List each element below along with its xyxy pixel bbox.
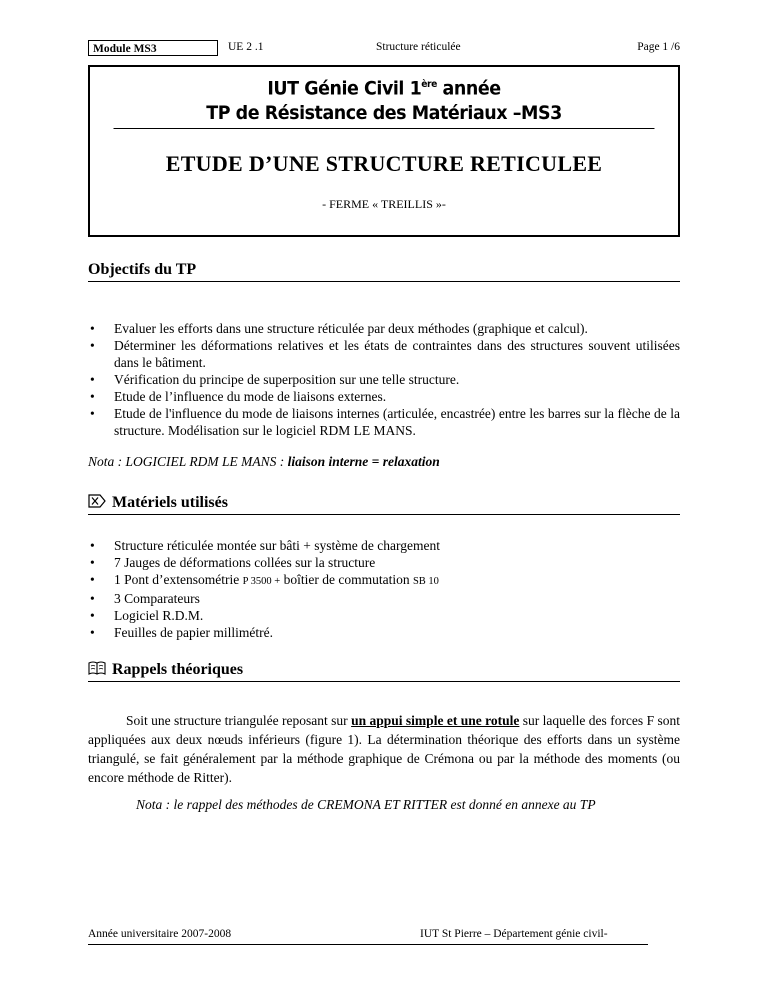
section-title: Objectifs du TP xyxy=(88,261,197,278)
para-underlined: un appui simple et une rotule xyxy=(351,713,520,728)
ordinal-superscript: ère xyxy=(421,79,437,90)
subject-label: Structure réticulée xyxy=(376,41,461,53)
ue-label: UE 2 .1 xyxy=(228,41,264,53)
module-label: Module MS3 xyxy=(88,40,218,56)
para-text: sur laquelle des forces F sont appliquées aux deux nœuds inférieurs (figure 1). La détermination théorique des efforts dans un système triangulé, se fait généralement par la méthode graphique de Crémona ou par la méthode des moments (ou encore méthode de Ritter). xyxy=(88,713,680,785)
course-line: TP de Résistance des Matériaux –MS3 xyxy=(206,102,562,125)
list-item: • Evaluer les efforts dans une structure réticulée par deux méthodes (graphique et calcul). xyxy=(88,320,680,337)
para-text: Soit une structure triangulée reposant sur xyxy=(126,713,352,728)
document-title: ETUDE D’UNE STRUCTURE RETICULEE xyxy=(165,151,603,176)
boitier-text: boîtier de commutation xyxy=(280,572,413,587)
boitier-model: SB 10 xyxy=(412,576,439,587)
section-title: Rappels théoriques xyxy=(112,661,244,678)
list-item xyxy=(88,571,680,590)
list-item: • Feuilles de papier millimétré. xyxy=(88,624,680,641)
pont-text: 1 Pont d’extensométrie xyxy=(114,572,243,587)
section-rappels-heading xyxy=(88,661,680,682)
list-item: • Etude de l'influence du mode de liaisons internes (articulée, encastrée) entre les barres sur la flèche de la structure. Modélisation sur le logiciel RDM LE MANS. xyxy=(88,405,680,439)
page-number: Page 1 /6 xyxy=(637,41,680,53)
nota-cremona-ritter: Nota : le rappel des méthodes de CREMONA ET RITTER est donné en annexe au TP xyxy=(136,797,596,812)
institution-line xyxy=(114,72,655,101)
materiels-list xyxy=(88,537,680,641)
list-item: • Structure réticulée montée sur bâti + système de chargement xyxy=(88,537,680,554)
nota-prefix: Nota : LOGICIEL RDM LE MANS : xyxy=(88,454,288,469)
page-header xyxy=(88,40,680,58)
objectifs-list xyxy=(88,320,680,439)
list-item: • Déterminer les déformations relatives et les états de contraintes dans des structures souvent utilisées dans le bâtiment. xyxy=(88,337,680,371)
pont-model: P 3500 + xyxy=(242,576,281,587)
boxed-x-icon xyxy=(88,494,106,508)
footer-divider xyxy=(88,944,648,945)
nota-emphasis: liaison interne = relaxation xyxy=(287,454,440,469)
list-item: • 7 Jauges de déformations collées sur la structure xyxy=(88,554,680,571)
section-title: Matériels utilisés xyxy=(112,494,228,511)
list-item: • Vérification du principe de superposition sur une telle structure. xyxy=(88,371,680,388)
list-item: • Logiciel R.D.M. xyxy=(88,607,680,624)
institution-name: IUT Génie Civil 1 xyxy=(267,77,422,100)
section-objectifs-heading xyxy=(88,261,680,282)
title-box xyxy=(88,65,680,237)
nota-rdm xyxy=(88,454,440,470)
open-book-icon xyxy=(88,661,106,675)
year-label: année xyxy=(436,77,501,100)
list-item: • 3 Comparateurs xyxy=(88,590,680,607)
institution-heading xyxy=(114,67,655,129)
footer-academic-year: Année universitaire 2007-2008 xyxy=(88,928,232,940)
section-materiels-heading xyxy=(88,494,680,515)
rappels-paragraph xyxy=(88,711,680,787)
list-item: • Etude de l’influence du mode de liaisons externes. xyxy=(88,388,680,405)
footer-institution: IUT St Pierre – Département génie civil- xyxy=(420,928,608,940)
document-subtitle: - FERME « TREILLIS »- xyxy=(322,197,446,211)
